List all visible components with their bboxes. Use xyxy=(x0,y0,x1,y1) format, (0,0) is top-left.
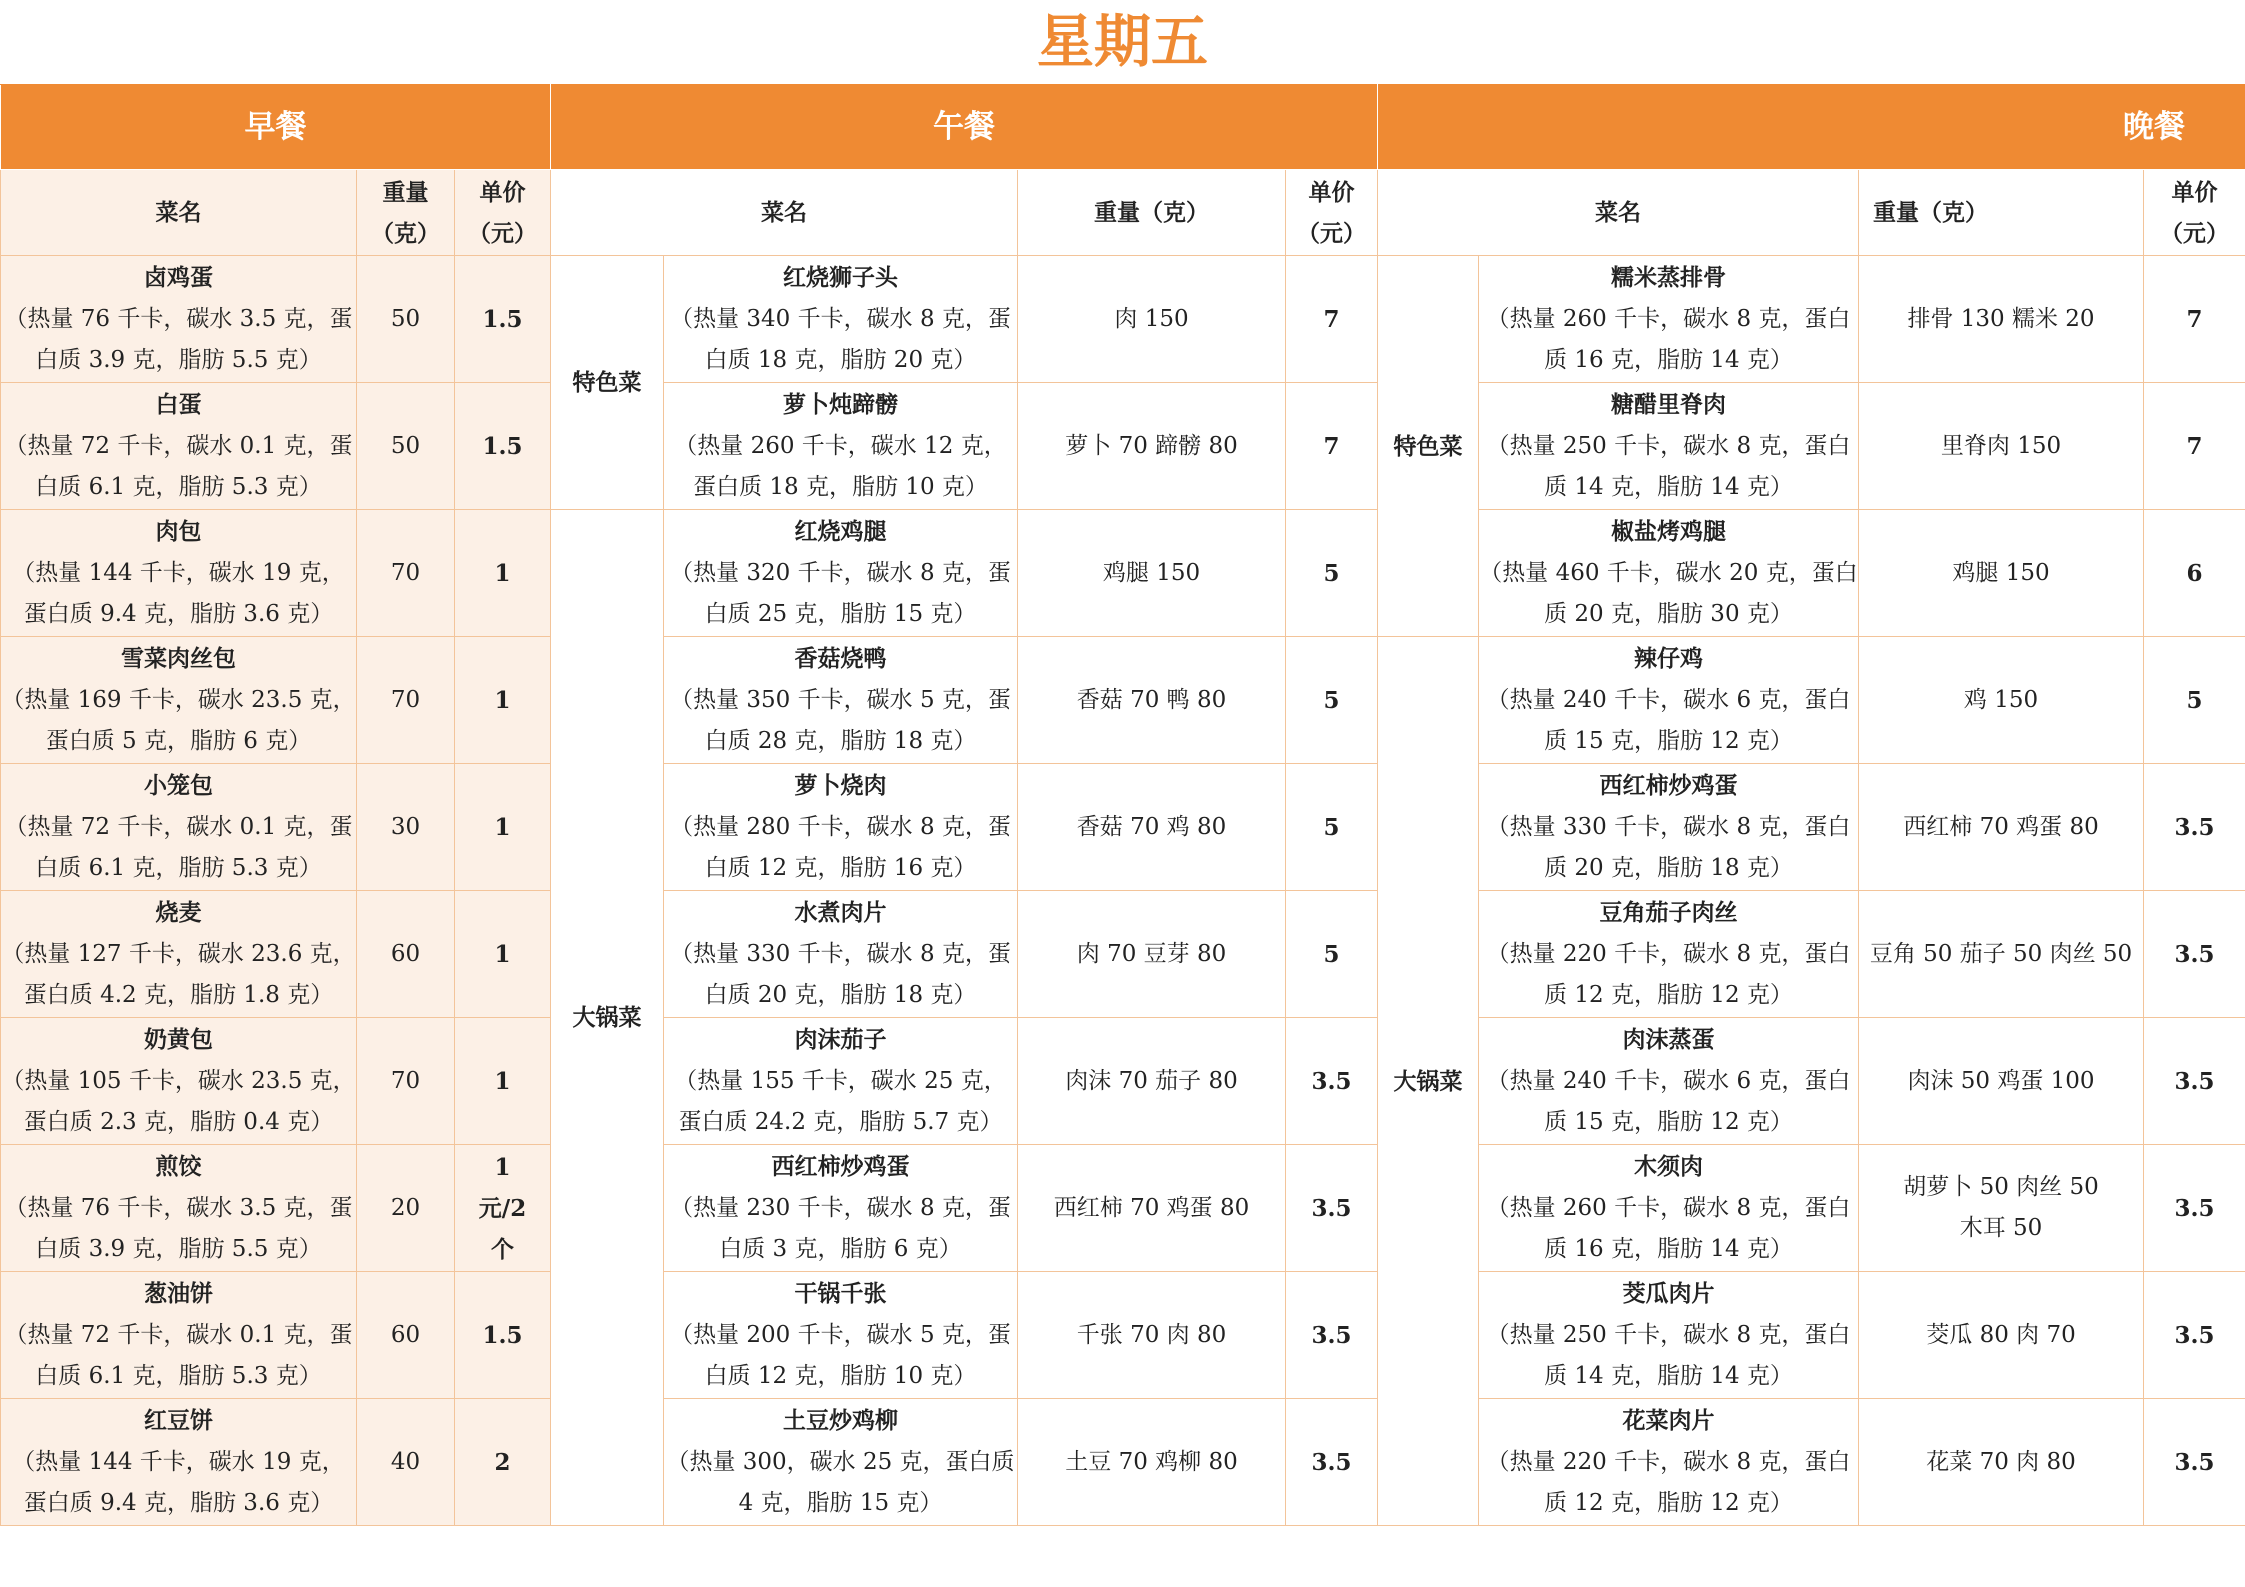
dish-name: 花菜肉片 xyxy=(1622,1407,1715,1434)
dish-nutrition: （热量 340 千卡，碳水 8 克，蛋白质 18 克，脂肪 20 克） xyxy=(670,306,1011,373)
breakfast-dish-cell xyxy=(1,510,357,637)
weight-header-line1: 重量 xyxy=(382,178,429,206)
dish-nutrition: （热量 280 千卡，碳水 8 克，蛋白质 12 克，脂肪 16 克） xyxy=(670,814,1011,881)
dinner-price: 5 xyxy=(2144,637,2245,764)
breakfast-weight: 60 xyxy=(357,1272,455,1399)
lunch-dish-cell xyxy=(664,1399,1018,1526)
dinner-price: 3.5 xyxy=(2144,891,2245,1018)
menu-table xyxy=(0,84,2245,1526)
menu-row xyxy=(1,1399,2245,1526)
dinner-weight: 鸡腿 150 xyxy=(1859,510,2144,637)
lunch-weight: 西红柿 70 鸡蛋 80 xyxy=(1018,1145,1286,1272)
dish-nutrition: （热量 260 千卡，碳水 12 克，蛋白质 18 克，脂肪 10 克） xyxy=(674,433,1007,500)
lunch-price: 3.5 xyxy=(1286,1145,1378,1272)
dish-name: 肉包 xyxy=(155,518,202,545)
dinner-weight: 豆角 50 茄子 50 肉丝 50 xyxy=(1859,891,2144,1018)
price-header-line2: （元） xyxy=(1297,219,1366,247)
dinner-price: 7 xyxy=(2144,383,2245,510)
dinner-dish-cell xyxy=(1479,1018,1859,1145)
lunch-weight: 香菇 70 鸭 80 xyxy=(1018,637,1286,764)
dinner-header xyxy=(1378,85,2245,170)
lunch-dish-cell xyxy=(664,383,1018,510)
breakfast-price: 1 xyxy=(455,764,551,891)
lunch-price: 3.5 xyxy=(1286,1272,1378,1399)
menu-row xyxy=(1,1145,2245,1272)
dish-name: 干锅千张 xyxy=(794,1280,887,1307)
dinner-price-header xyxy=(2144,170,2245,256)
lunch-weight: 萝卜 70 蹄髈 80 xyxy=(1018,383,1286,510)
dish-name: 雪菜肉丝包 xyxy=(121,645,236,672)
lunch-price: 3.5 xyxy=(1286,1018,1378,1145)
lunch-price: 3.5 xyxy=(1286,1399,1378,1526)
dish-name: 肉沫茄子 xyxy=(794,1026,887,1053)
breakfast-price: 1 xyxy=(455,637,551,764)
dinner-price: 3.5 xyxy=(2144,764,2245,891)
breakfast-weight: 50 xyxy=(357,383,455,510)
dish-nutrition: （热量 144 千卡，碳水 19 克，蛋白质 9.4 克，脂肪 3.6 克） xyxy=(12,560,345,627)
dinner-dish-cell xyxy=(1479,1145,1859,1272)
dish-name: 烧麦 xyxy=(155,899,202,926)
lunch-weight-header: 重量（克） xyxy=(1018,170,1286,256)
breakfast-name-header: 菜名 xyxy=(1,170,357,256)
price-header-line1: 单价 xyxy=(2171,178,2218,206)
dish-name: 萝卜炖蹄髈 xyxy=(783,391,898,418)
dinner-price: 3.5 xyxy=(2144,1399,2245,1526)
breakfast-dish-cell xyxy=(1,383,357,510)
lunch-category-special: 特色菜 xyxy=(551,256,664,510)
dinner-dish-cell xyxy=(1479,891,1859,1018)
lunch-weight: 肉沫 70 茄子 80 xyxy=(1018,1018,1286,1145)
dish-nutrition: （热量 320 千卡，碳水 8 克，蛋白质 25 克，脂肪 15 克） xyxy=(670,560,1011,627)
lunch-category-pot: 大锅菜 xyxy=(551,510,664,1526)
breakfast-price: 1 xyxy=(455,510,551,637)
breakfast-weight: 60 xyxy=(357,891,455,1018)
dish-nutrition: （热量 350 千卡，碳水 5 克，蛋白质 28 克，脂肪 18 克） xyxy=(670,687,1011,754)
dish-nutrition: （热量 169 千卡，碳水 23.5 克，蛋白质 5 克，脂肪 6 克） xyxy=(1,687,356,754)
price-header-line2: （元） xyxy=(2160,219,2229,247)
breakfast-dish-cell xyxy=(1,256,357,383)
lunch-dish-cell xyxy=(664,510,1018,637)
dish-nutrition: （热量 76 千卡，碳水 3.5 克，蛋白质 3.9 克，脂肪 5.5 克） xyxy=(4,1195,353,1262)
dinner-weight: 鸡 150 xyxy=(1859,637,2144,764)
dinner-price: 7 xyxy=(2144,256,2245,383)
dish-name: 西红柿炒鸡蛋 xyxy=(771,1153,910,1180)
dinner-price: 3.5 xyxy=(2144,1018,2245,1145)
lunch-weight: 香菇 70 鸡 80 xyxy=(1018,764,1286,891)
menu-row xyxy=(1,637,2245,764)
lunch-header: 午餐 xyxy=(551,85,1378,170)
dish-nutrition: （热量 260 千卡，碳水 8 克，蛋白质 16 克，脂肪 14 克） xyxy=(1486,306,1851,373)
dish-name: 水煮肉片 xyxy=(794,899,887,926)
dinner-price: 6 xyxy=(2144,510,2245,637)
dinner-price: 3.5 xyxy=(2144,1272,2245,1399)
lunch-price: 7 xyxy=(1286,256,1378,383)
lunch-price: 5 xyxy=(1286,891,1378,1018)
lunch-dish-cell xyxy=(664,1145,1018,1272)
dish-nutrition: （热量 260 千卡，碳水 8 克，蛋白质 16 克，脂肪 14 克） xyxy=(1486,1195,1851,1262)
dish-name: 卤鸡蛋 xyxy=(144,264,213,291)
breakfast-price: 1 元/2 个 xyxy=(455,1145,551,1272)
menu-row xyxy=(1,1018,2245,1145)
dinner-weight: 茭瓜 80 肉 70 xyxy=(1859,1272,2144,1399)
dish-name: 肉沫蒸蛋 xyxy=(1622,1026,1715,1053)
breakfast-dish-cell xyxy=(1,1145,357,1272)
dish-nutrition: （热量 127 千卡，碳水 23.6 克，蛋白质 4.2 克，脂肪 1.8 克） xyxy=(1,941,356,1008)
dinner-price: 3.5 xyxy=(2144,1145,2245,1272)
breakfast-dish-cell xyxy=(1,891,357,1018)
dish-nutrition: （热量 240 千卡，碳水 6 克，蛋白质 15 克，脂肪 12 克） xyxy=(1486,687,1851,754)
dish-nutrition: （热量 330 千卡，碳水 8 克，蛋白质 20 克，脂肪 18 克） xyxy=(670,941,1011,1008)
dish-name: 白蛋 xyxy=(155,391,202,418)
lunch-weight: 肉 70 豆芽 80 xyxy=(1018,891,1286,1018)
dish-name: 西红柿炒鸡蛋 xyxy=(1599,772,1738,799)
lunch-weight: 鸡腿 150 xyxy=(1018,510,1286,637)
lunch-weight: 肉 150 xyxy=(1018,256,1286,383)
weight-header-line2: （克） xyxy=(371,219,440,247)
dinner-dish-cell xyxy=(1479,1272,1859,1399)
breakfast-weight-header xyxy=(357,170,455,256)
menu-row xyxy=(1,764,2245,891)
lunch-price: 5 xyxy=(1286,764,1378,891)
menu-row xyxy=(1,1272,2245,1399)
dish-nutrition: （热量 230 千卡，碳水 8 克，蛋白质 3 克，脂肪 6 克） xyxy=(670,1195,1011,1262)
dish-nutrition: （热量 72 千卡，碳水 0.1 克，蛋白质 6.1 克，脂肪 5.3 克） xyxy=(4,433,353,500)
breakfast-price-header xyxy=(455,170,551,256)
dish-name: 茭瓜肉片 xyxy=(1622,1280,1715,1307)
lunch-dish-cell xyxy=(664,891,1018,1018)
lunch-weight: 土豆 70 鸡柳 80 xyxy=(1018,1399,1286,1526)
dish-nutrition: （热量 76 千卡，碳水 3.5 克，蛋白质 3.9 克，脂肪 5.5 克） xyxy=(4,306,353,373)
dish-nutrition: （热量 250 千卡，碳水 8 克，蛋白质 14 克，脂肪 14 克） xyxy=(1486,1322,1851,1389)
dinner-weight: 里脊肉 150 xyxy=(1859,383,2144,510)
breakfast-price: 1 xyxy=(455,1018,551,1145)
dish-nutrition: （热量 330 千卡，碳水 8 克，蛋白质 20 克，脂肪 18 克） xyxy=(1486,814,1851,881)
dish-name: 豆角茄子肉丝 xyxy=(1599,899,1738,926)
breakfast-dish-cell xyxy=(1,1272,357,1399)
dish-name: 奶黄包 xyxy=(144,1026,213,1053)
price-header-line1: 单价 xyxy=(1308,178,1355,206)
dinner-weight-header: 重量（克） xyxy=(1859,170,2144,256)
dish-name: 辣仔鸡 xyxy=(1634,645,1703,672)
dinner-dish-cell xyxy=(1479,764,1859,891)
breakfast-weight: 50 xyxy=(357,256,455,383)
dish-nutrition: （热量 220 千卡，碳水 8 克，蛋白质 12 克，脂肪 12 克） xyxy=(1486,1449,1851,1516)
lunch-dish-cell xyxy=(664,1272,1018,1399)
dish-nutrition: （热量 240 千卡，碳水 6 克，蛋白质 15 克，脂肪 12 克） xyxy=(1486,1068,1851,1135)
dinner-weight: 肉沫 50 鸡蛋 100 xyxy=(1859,1018,2144,1145)
dish-name: 红烧狮子头 xyxy=(783,264,898,291)
breakfast-weight: 70 xyxy=(357,637,455,764)
price-header-line1: 单价 xyxy=(479,178,526,206)
menu-row xyxy=(1,510,2245,637)
dish-name: 椒盐烤鸡腿 xyxy=(1611,518,1726,545)
dinner-weight: 西红柿 70 鸡蛋 80 xyxy=(1859,764,2144,891)
dish-name: 香菇烧鸭 xyxy=(794,645,887,672)
breakfast-price: 2 xyxy=(455,1399,551,1526)
breakfast-weight: 70 xyxy=(357,1018,455,1145)
lunch-dish-cell xyxy=(664,637,1018,764)
dish-name: 萝卜烧肉 xyxy=(794,772,887,799)
dish-name: 小笼包 xyxy=(144,772,213,799)
lunch-weight: 千张 70 肉 80 xyxy=(1018,1272,1286,1399)
breakfast-price: 1.5 xyxy=(455,1272,551,1399)
breakfast-price: 1 xyxy=(455,891,551,1018)
lunch-price: 5 xyxy=(1286,510,1378,637)
menu-row xyxy=(1,256,2245,383)
dish-name: 木须肉 xyxy=(1634,1153,1703,1180)
dish-nutrition: （热量 72 千卡，碳水 0.1 克，蛋白质 6.1 克，脂肪 5.3 克） xyxy=(4,1322,353,1389)
dinner-dish-cell xyxy=(1479,383,1859,510)
dinner-weight: 胡萝卜 50 肉丝 50 木耳 50 xyxy=(1859,1145,2144,1272)
dinner-dish-cell xyxy=(1479,637,1859,764)
dish-nutrition: （热量 250 千卡，碳水 8 克，蛋白质 14 克，脂肪 14 克） xyxy=(1486,433,1851,500)
dinner-weight: 花菜 70 肉 80 xyxy=(1859,1399,2144,1526)
column-header-row xyxy=(1,170,2245,256)
lunch-name-header: 菜名 xyxy=(551,170,1018,256)
breakfast-dish-cell xyxy=(1,637,357,764)
dinner-header-label: 晚餐 xyxy=(2123,108,2185,145)
dish-nutrition: （热量 300，碳水 25 克，蛋白质 4 克，脂肪 15 克） xyxy=(666,1449,1015,1516)
dish-nutrition: （热量 220 千卡，碳水 8 克，蛋白质 12 克，脂肪 12 克） xyxy=(1486,941,1851,1008)
dinner-weight: 排骨 130 糯米 20 xyxy=(1859,256,2144,383)
breakfast-dish-cell xyxy=(1,1018,357,1145)
dish-nutrition: （热量 155 千卡，碳水 25 克，蛋白质 24.2 克，脂肪 5.7 克） xyxy=(674,1068,1007,1135)
dinner-category-special: 特色菜 xyxy=(1378,256,1479,637)
dinner-dish-cell xyxy=(1479,1399,1859,1526)
dish-nutrition: （热量 72 千卡，碳水 0.1 克，蛋白质 6.1 克，脂肪 5.3 克） xyxy=(4,814,353,881)
lunch-dish-cell xyxy=(664,1018,1018,1145)
lunch-price-header xyxy=(1286,170,1378,256)
dinner-dish-cell xyxy=(1479,256,1859,383)
breakfast-header: 早餐 xyxy=(1,85,551,170)
dish-name: 红烧鸡腿 xyxy=(794,518,887,545)
dinner-dish-cell xyxy=(1479,510,1859,637)
breakfast-weight: 30 xyxy=(357,764,455,891)
meal-header-row xyxy=(1,85,2245,170)
dinner-category-pot: 大锅菜 xyxy=(1378,637,1479,1526)
menu-row xyxy=(1,383,2245,510)
dish-name: 煎饺 xyxy=(155,1153,202,1180)
breakfast-weight: 20 xyxy=(357,1145,455,1272)
price-header-line2: （元） xyxy=(468,219,537,247)
dish-name: 糯米蒸排骨 xyxy=(1611,264,1726,291)
dish-nutrition: （热量 144 千卡，碳水 19 克，蛋白质 9.4 克，脂肪 3.6 克） xyxy=(12,1449,345,1516)
lunch-dish-cell xyxy=(664,256,1018,383)
lunch-dish-cell xyxy=(664,764,1018,891)
breakfast-weight: 40 xyxy=(357,1399,455,1526)
breakfast-dish-cell xyxy=(1,764,357,891)
dish-name: 土豆炒鸡柳 xyxy=(783,1407,898,1434)
breakfast-price: 1.5 xyxy=(455,383,551,510)
lunch-price: 7 xyxy=(1286,383,1378,510)
dish-nutrition: （热量 460 千卡，碳水 20 克，蛋白质 20 克，脂肪 30 克） xyxy=(1479,560,1858,627)
lunch-price: 5 xyxy=(1286,637,1378,764)
dish-name: 红豆饼 xyxy=(144,1407,213,1434)
breakfast-dish-cell xyxy=(1,1399,357,1526)
dish-name: 葱油饼 xyxy=(144,1280,213,1307)
page-title: 星期五 xyxy=(1037,9,1208,75)
dish-nutrition: （热量 105 千卡，碳水 23.5 克，蛋白质 2.3 克，脂肪 0.4 克） xyxy=(1,1068,356,1135)
dinner-name-header: 菜名 xyxy=(1378,170,1859,256)
menu-row xyxy=(1,891,2245,1018)
breakfast-weight: 70 xyxy=(357,510,455,637)
dish-name: 糖醋里脊肉 xyxy=(1611,391,1726,418)
dish-nutrition: （热量 200 千卡，碳水 5 克，蛋白质 12 克，脂肪 10 克） xyxy=(670,1322,1011,1389)
breakfast-price: 1.5 xyxy=(455,256,551,383)
